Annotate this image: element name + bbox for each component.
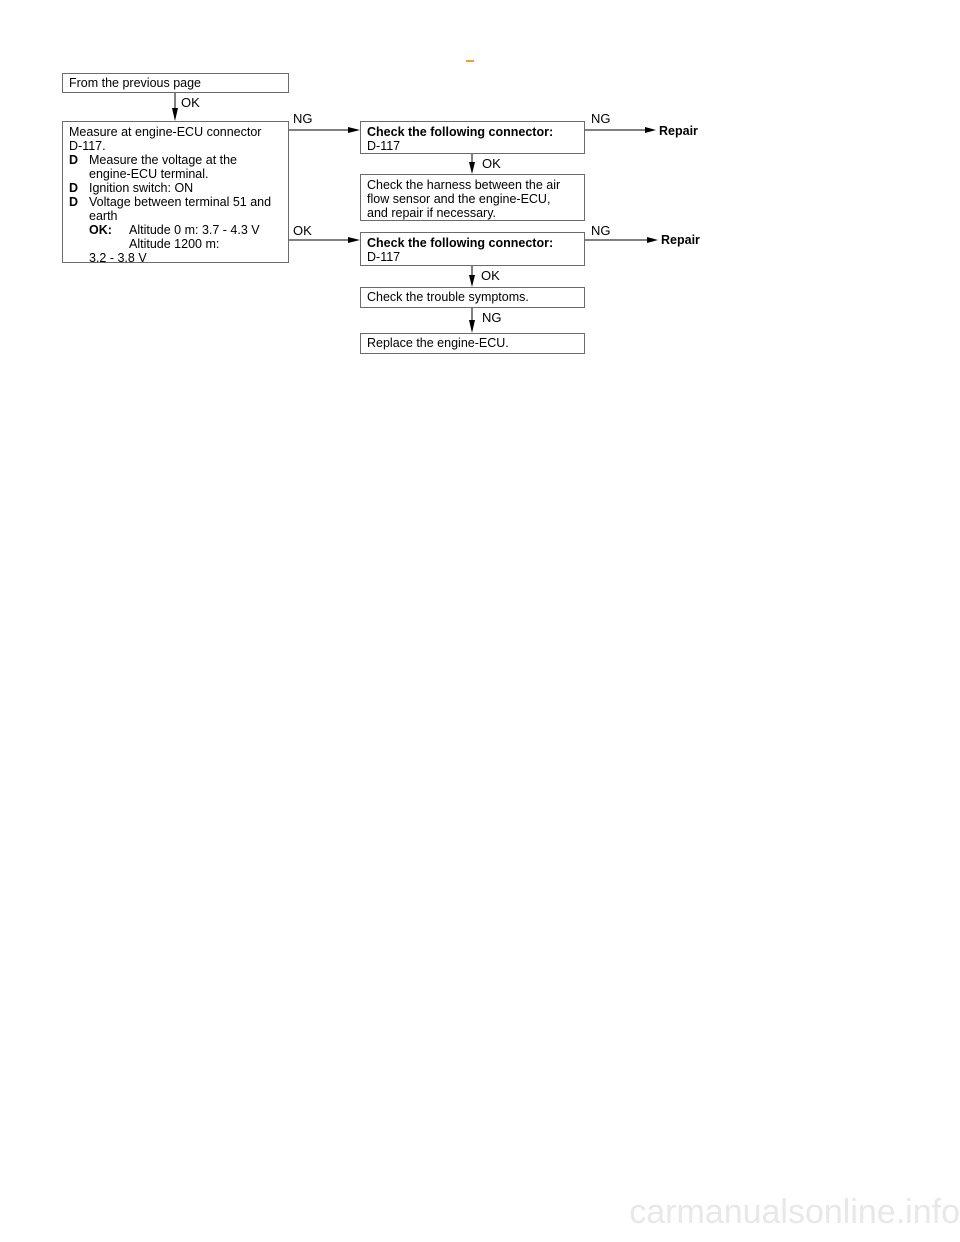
replace-ecu-box [360,333,585,354]
ng-label: NG [591,223,611,238]
connector-code: D-117 [367,139,401,153]
trouble-symptoms-box [360,287,585,308]
repair-label: Repair [661,233,700,247]
arrowhead-right [348,237,360,243]
ok-spec-text: 3.2 - 3.8 V [89,251,147,265]
arrowhead-right [645,127,656,133]
trouble-symptoms-text: Check the trouble symptoms. [367,290,529,304]
harness-line: and repair if necessary. [367,206,496,220]
ok-key-spacer [89,237,129,251]
arrowhead-down [469,320,475,333]
ok-label: OK [481,268,500,283]
repair-label: Repair [659,124,698,138]
measure-step-box [62,121,289,263]
harness-line: Check the harness between the air [367,178,561,192]
connector-title: Check the following connector: [367,125,554,139]
arrowhead-right [647,237,658,243]
ng-label: NG [293,111,313,126]
bullet-glyph: D [69,181,79,195]
measure-bullet [69,195,282,209]
connector-code: D-117 [367,250,401,264]
connector-title: Check the following connector: [367,236,554,250]
arrowhead-down [469,162,475,174]
harness-line: flow sensor and the engine-ECU, [367,192,551,206]
measure-line: Measure at engine-ECU connector [69,125,262,139]
ok-label: OK [482,156,501,171]
ng-label: NG [482,310,502,325]
ok-spec-text: Altitude 1200 m: [129,237,220,251]
bullet-text: Voltage between terminal 51 and [89,195,272,209]
ok-spec-row [69,223,282,237]
bullet-text-cont: earth [89,209,118,223]
ok-label: OK [293,223,312,238]
watermark-text: carmanualsonline.info [629,1193,960,1231]
ok-key: OK: [89,223,112,237]
connector-check-box-1 [360,121,585,154]
ng-label: NG [591,111,611,126]
arrowhead-right [348,127,360,133]
ok-spec-row [69,237,282,251]
measure-bullet [69,153,282,167]
from-previous-page-box [62,73,289,93]
connector-check-box-2 [360,232,585,266]
harness-check-box [360,174,585,221]
bullet-text: Ignition switch: ON [89,181,194,195]
bullet-glyph: D [69,195,79,209]
from-previous-page-text: From the previous page [69,76,202,90]
ok-spec-row [69,251,282,265]
bullet-text: Measure the voltage at the [89,153,238,167]
ok-label: OK [181,95,200,110]
bullet-glyph: D [69,153,79,167]
replace-ecu-text: Replace the engine-ECU. [367,336,509,350]
measure-line: D-117. [69,139,106,153]
arrowhead-down [469,275,475,287]
ok-spec-text: Altitude 0 m: 3.7 - 4.3 V [129,223,260,237]
bullet-text-cont: engine-ECU terminal. [89,167,209,181]
measure-bullet [69,181,282,195]
arrowhead-down [172,108,178,121]
